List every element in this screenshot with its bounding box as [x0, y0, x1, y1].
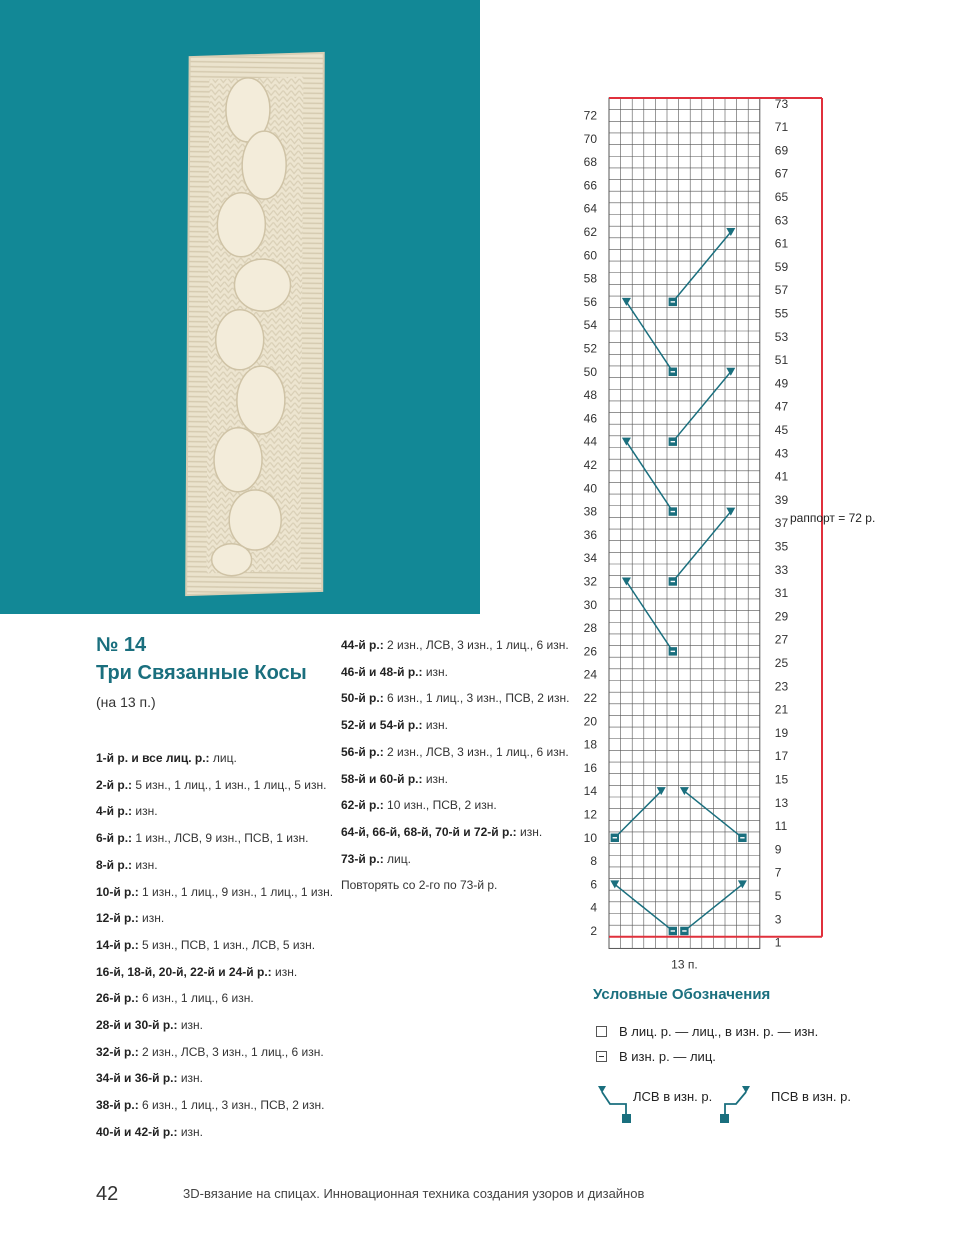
row-text: 6 изн., 1 лиц., 6 изн.: [138, 991, 254, 1006]
pattern-subtitle: (на 13 п.): [96, 694, 156, 710]
row-number-right: 33: [774, 562, 789, 577]
row-number-left: 42: [583, 457, 597, 472]
instruction-row: [96, 745, 346, 772]
row-label: 8-й р.:: [96, 857, 133, 872]
row-number-left: 36: [583, 527, 597, 542]
row-number-right: 45: [774, 423, 789, 438]
row-number-right: 7: [774, 865, 782, 880]
lcv-label: ЛСВ в изн. р.: [633, 1089, 713, 1104]
row-text: 6 изн., 1 лиц., 3 изн., ПСВ, 2 изн.: [138, 1098, 325, 1113]
stitch-count-label: 13 п.: [671, 957, 698, 972]
row-number-left: 16: [583, 760, 597, 775]
pattern-number: № 14: [96, 634, 147, 656]
instruction-row: [96, 905, 346, 932]
row-text: 2 изн., ЛСВ, 3 изн., 1 лиц., 6 изн.: [383, 744, 569, 759]
row-number-right: 13: [774, 795, 789, 810]
book-title-footer: 3D-вязание на спицах. Инновационная техника создания узоров и дизайнов: [183, 1186, 645, 1201]
swatch-photo: [0, 0, 480, 614]
row-number-left: 12: [583, 807, 597, 822]
row-number-right: 21: [774, 702, 789, 717]
row-number-right: 73: [774, 96, 789, 111]
row-number-left: 44: [583, 434, 597, 449]
row-number-left: 26: [583, 644, 597, 659]
row-number-right: 41: [774, 469, 789, 484]
instruction-row: [341, 685, 571, 712]
row-text: лиц.: [209, 751, 237, 765]
row-number-right: 19: [774, 725, 789, 740]
row-label: 40-й и 42-й р.:: [96, 1124, 178, 1139]
row-text: изн.: [132, 804, 158, 819]
instruction-row: [341, 739, 571, 766]
row-label: 46-й и 48-й р.:: [341, 664, 423, 679]
row-number-right: 69: [774, 143, 789, 158]
row-number-left: 64: [583, 201, 597, 216]
row-number-left: 18: [583, 737, 597, 752]
row-number-left: 32: [583, 574, 597, 589]
row-number-right: 17: [774, 749, 789, 764]
row-number-left: 48: [583, 388, 597, 403]
instructions-column-1: [96, 745, 346, 1146]
row-text: 6 изн., 1 лиц., 3 изн., ПСВ, 2 изн.: [383, 691, 570, 706]
instruction-row: [341, 766, 571, 793]
row-text: 10 изн., ПСВ, 2 изн.: [383, 798, 497, 813]
instruction-row: [96, 825, 346, 852]
row-number-left: 22: [583, 690, 597, 705]
row-number-right: 51: [774, 353, 789, 368]
row-number-left: 62: [583, 224, 597, 239]
instruction-row: [96, 852, 346, 879]
row-number-right: 43: [774, 446, 789, 461]
legend-item-purl: [596, 1049, 716, 1064]
instruction-row: [341, 819, 571, 846]
row-label: 38-й р.:: [96, 1098, 139, 1113]
row-number-right: 61: [774, 236, 789, 251]
row-number-left: 6: [590, 877, 597, 892]
row-label: 2-й р.:: [96, 777, 133, 792]
row-label: 73-й р.:: [341, 851, 384, 866]
row-number-left: 46: [583, 411, 597, 426]
row-text: 2 изн., ЛСВ, 3 изн., 1 лиц., 6 изн.: [383, 638, 569, 652]
row-label: 26-й р.:: [96, 991, 139, 1006]
instruction-row: [96, 985, 346, 1012]
row-number-right: 59: [774, 259, 789, 274]
row-number-right: 63: [774, 213, 789, 228]
row-number-right: 27: [774, 632, 789, 647]
row-number-right: 35: [774, 539, 789, 554]
row-text: лиц.: [383, 851, 411, 866]
row-text: изн.: [516, 824, 543, 839]
row-number-left: 8: [590, 854, 597, 869]
row-number-right: 49: [774, 376, 789, 391]
row-number-right: 55: [774, 306, 789, 321]
instruction-row: [96, 798, 346, 825]
row-text: изн.: [271, 964, 298, 979]
row-number-left: 40: [583, 481, 597, 496]
row-label: 4-й р.:: [96, 804, 133, 819]
instruction-row: [96, 1092, 346, 1119]
row-number-left: 34: [583, 551, 597, 566]
instruction-row: [96, 879, 346, 906]
row-number-left: 70: [583, 131, 597, 146]
row-label: 28-й и 30-й р.:: [96, 1018, 178, 1033]
instructions-column-2: [341, 632, 571, 899]
row-number-right: 37: [774, 516, 789, 531]
row-text: изн.: [138, 911, 165, 926]
lcv-icon: [598, 1086, 631, 1123]
row-number-right: 53: [774, 329, 789, 344]
row-number-right: 67: [774, 166, 789, 181]
legend-title: Условные Обозначения: [593, 986, 771, 1003]
legend-purl-text: В изн. р. — лиц.: [619, 1049, 716, 1064]
row-number-left: 58: [583, 271, 597, 286]
row-number-left: 72: [583, 108, 597, 123]
instruction-row: [96, 959, 346, 986]
row-number-right: 23: [774, 679, 789, 694]
row-label: 44-й р.:: [341, 638, 384, 652]
row-number-right: 57: [774, 283, 789, 298]
row-label: 52-й и 54-й р.:: [341, 718, 423, 733]
row-text: изн.: [177, 1124, 203, 1139]
row-label: 10-й р.:: [96, 884, 139, 899]
row-number-right: 65: [774, 190, 789, 205]
row-number-left: 30: [583, 597, 597, 612]
row-label: 1-й р. и все лиц. р.:: [96, 751, 210, 765]
row-label: 16-й, 18-й, 20-й, 22-й и 24-й р.:: [96, 964, 272, 979]
instruction-row: [341, 659, 571, 686]
instruction-row: [96, 1119, 346, 1146]
row-number-right: 25: [774, 656, 789, 671]
row-label: 62-й р.:: [341, 798, 384, 813]
instruction-row: [96, 772, 346, 799]
row-label: 6-й р.:: [96, 831, 133, 846]
row-label: 14-й р.:: [96, 937, 139, 952]
row-label: 50-й р.:: [341, 691, 384, 706]
row-number-left: 54: [583, 318, 597, 333]
row-number-left: 28: [583, 621, 597, 636]
row-number-left: 56: [583, 294, 597, 309]
row-text: 2 изн., ЛСВ, 3 изн., 1 лиц., 6 изн.: [138, 1044, 324, 1059]
knitted-swatch-image: [0, 0, 480, 614]
row-number-right: 11: [774, 819, 788, 834]
row-text: 1 изн., 1 лиц., 9 изн., 1 лиц., 1 изн.: [138, 884, 334, 899]
row-text: изн.: [177, 1071, 203, 1086]
row-label: 12-й р.:: [96, 911, 139, 926]
row-number-right: 31: [774, 586, 789, 601]
row-number-left: 14: [583, 784, 597, 799]
repeat-label: раппорт = 72 р.: [790, 511, 876, 525]
legend-item-knit: [596, 1024, 818, 1039]
instruction-row: [341, 872, 571, 899]
row-text: 1 изн., ЛСВ, 9 изн., ПСВ, 1 изн.: [132, 831, 309, 846]
instruction-row: [96, 932, 346, 959]
row-number-left: 10: [583, 830, 597, 845]
row-number-right: 3: [774, 912, 782, 927]
row-number-right: 1: [774, 935, 782, 950]
instruction-row: [96, 1065, 346, 1092]
row-label: 56-й р.:: [341, 744, 384, 759]
row-label: 64-й, 66-й, 68-й, 70-й и 72-й р.:: [341, 824, 517, 839]
row-text: 5 изн., 1 лиц., 1 изн., 1 лиц., 5 изн.: [132, 777, 327, 792]
instruction-row: [96, 1012, 346, 1039]
row-number-left: 24: [583, 667, 597, 682]
row-label: 32-й р.:: [96, 1044, 139, 1059]
instruction-row: [341, 846, 571, 873]
row-text: Повторять со 2-го по 73-й р.: [341, 878, 498, 893]
instruction-row: [341, 632, 571, 659]
pcv-icon: [720, 1086, 750, 1123]
row-number-right: 71: [774, 120, 789, 135]
row-number-left: 66: [583, 178, 597, 193]
row-number-left: 4: [590, 900, 597, 915]
row-text: 5 изн., ПСВ, 1 изн., ЛСВ, 5 изн.: [138, 937, 316, 952]
row-number-left: 2: [590, 923, 597, 938]
row-number-left: 68: [583, 155, 597, 170]
row-text: изн.: [422, 771, 448, 786]
empty-box-icon: [596, 1026, 607, 1037]
row-number-left: 52: [583, 341, 597, 356]
row-number-right: 39: [774, 492, 789, 507]
row-number-left: 38: [583, 504, 597, 519]
row-number-right: 5: [774, 889, 782, 904]
instruction-row: [341, 712, 571, 739]
row-text: изн.: [177, 1018, 203, 1033]
row-number-left: 20: [583, 714, 597, 729]
page-number: 42: [96, 1183, 119, 1205]
row-label: 34-й и 36-й р.:: [96, 1071, 178, 1086]
chart-svg: [560, 92, 900, 982]
row-text: изн.: [422, 664, 448, 679]
pattern-title: Три Связанные Косы: [96, 662, 307, 684]
pcv-label: ПСВ в изн. р.: [771, 1089, 851, 1104]
row-label: 58-й и 60-й р.:: [341, 771, 423, 786]
instruction-row: [96, 1039, 346, 1066]
row-number-right: 47: [774, 399, 789, 414]
row-number-left: 60: [583, 248, 597, 263]
row-text: изн.: [422, 718, 448, 733]
row-number-right: 29: [774, 609, 789, 624]
legend-knit-text: В лиц. р. — лиц., в изн. р. — изн.: [619, 1024, 819, 1039]
row-number-right: 9: [774, 842, 782, 857]
row-number-left: 50: [583, 364, 597, 379]
purl-box-icon: [596, 1051, 607, 1062]
row-text: изн.: [132, 857, 158, 872]
knitting-chart: [560, 92, 900, 982]
instruction-row: [341, 792, 571, 819]
row-number-right: 15: [774, 772, 789, 787]
